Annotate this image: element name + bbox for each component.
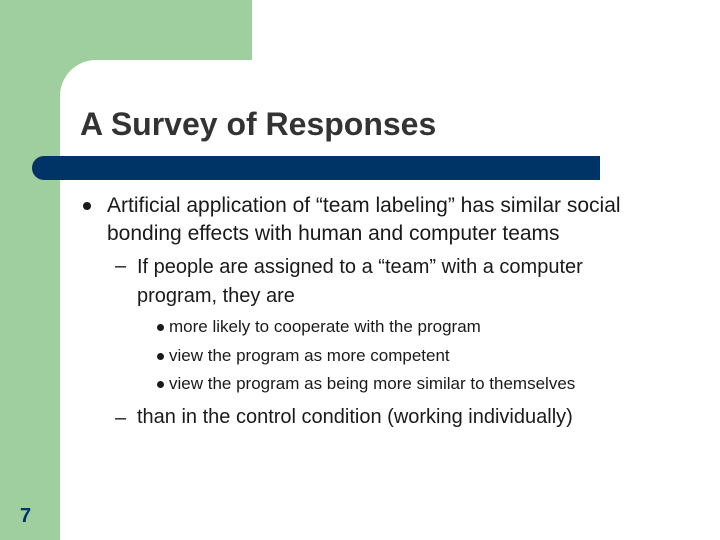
sub-sub-bullet: view the program as more competent xyxy=(169,346,450,365)
sub-bullet-1-line-1: If people are assigned to a “team” with a computer xyxy=(137,256,583,278)
sub-bullet-2-line-1: than in the control condition (working individually) xyxy=(137,406,573,428)
bullet-dot-icon xyxy=(157,353,164,360)
sub-bullet-dash-1: – xyxy=(115,255,127,277)
title-underline-bar xyxy=(32,156,600,180)
bullet-dot-icon xyxy=(83,202,91,210)
slide-title: A Survey of Responses xyxy=(80,106,437,142)
bullet-dot-icon xyxy=(157,381,164,388)
main-bullet-line-2: bonding effects with human and computer teams xyxy=(107,222,560,245)
sub-bullet-dash-2: – xyxy=(115,407,127,429)
sub-sub-bullet: more likely to cooperate with the program xyxy=(169,317,481,336)
bullet-dot-icon xyxy=(157,324,164,331)
page-number: 7 xyxy=(20,505,32,527)
sub-bullet-1-line-2: program, they are xyxy=(137,285,295,307)
sub-sub-bullet: view the program as being more similar to themselves xyxy=(169,374,576,393)
main-bullet-line-1: Artificial application of “team labeling” has similar social xyxy=(107,194,621,217)
